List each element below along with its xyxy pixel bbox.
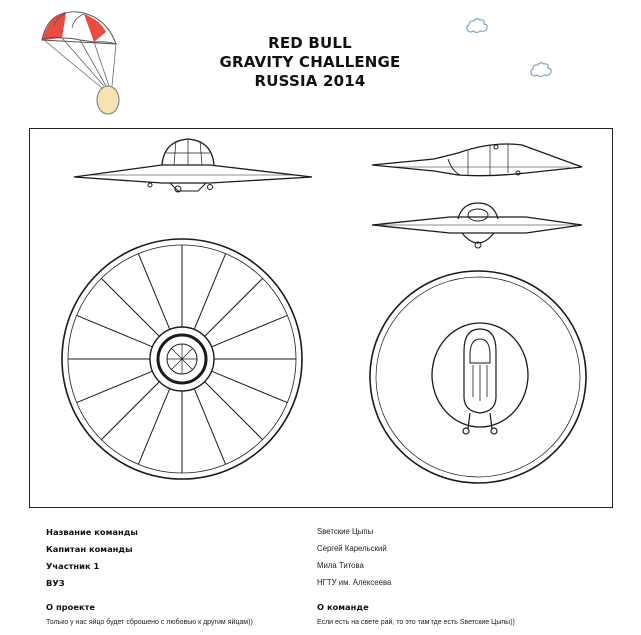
top-view-wheel-drawing — [62, 239, 302, 479]
saucer-technical-drawing — [29, 128, 613, 508]
cloud-icon — [465, 17, 489, 35]
parachute-egg-icon — [36, 8, 136, 116]
title-line-2: GRAVITY CHALLENGE — [219, 53, 401, 71]
side-view-drawing — [372, 144, 582, 176]
page-title — [200, 34, 420, 91]
title-line-3: RUSSIA 2014 — [254, 72, 366, 90]
cloud-icon — [529, 61, 553, 79]
title-line-1: RED BULL — [268, 34, 352, 52]
about-team-text: Если есть на свете рай, то это там где есть Sветские Цыпы)) — [317, 619, 515, 626]
university-label: ВУЗ — [46, 578, 65, 588]
captain-value: Сергей Карельский — [317, 544, 387, 553]
bottom-view-drawing — [370, 271, 586, 483]
team-name-label: Название команды — [46, 527, 138, 537]
front-view-drawing — [74, 139, 312, 192]
team-name-value: Sветские Цыпы — [317, 527, 374, 536]
member1-label: Участник 1 — [46, 561, 100, 571]
captain-label: Капитан команды — [46, 544, 133, 554]
about-team-label: О команде — [317, 602, 369, 612]
university-value: НГТУ им. Алексеева — [317, 578, 392, 587]
about-project-label: О проекте — [46, 602, 96, 612]
member1-value: Мила Титова — [317, 561, 364, 570]
about-project-text: Только у нас яйцо будет сброшено с любовью к другим яйцам)) — [46, 619, 253, 626]
rear-view-drawing — [372, 203, 582, 248]
